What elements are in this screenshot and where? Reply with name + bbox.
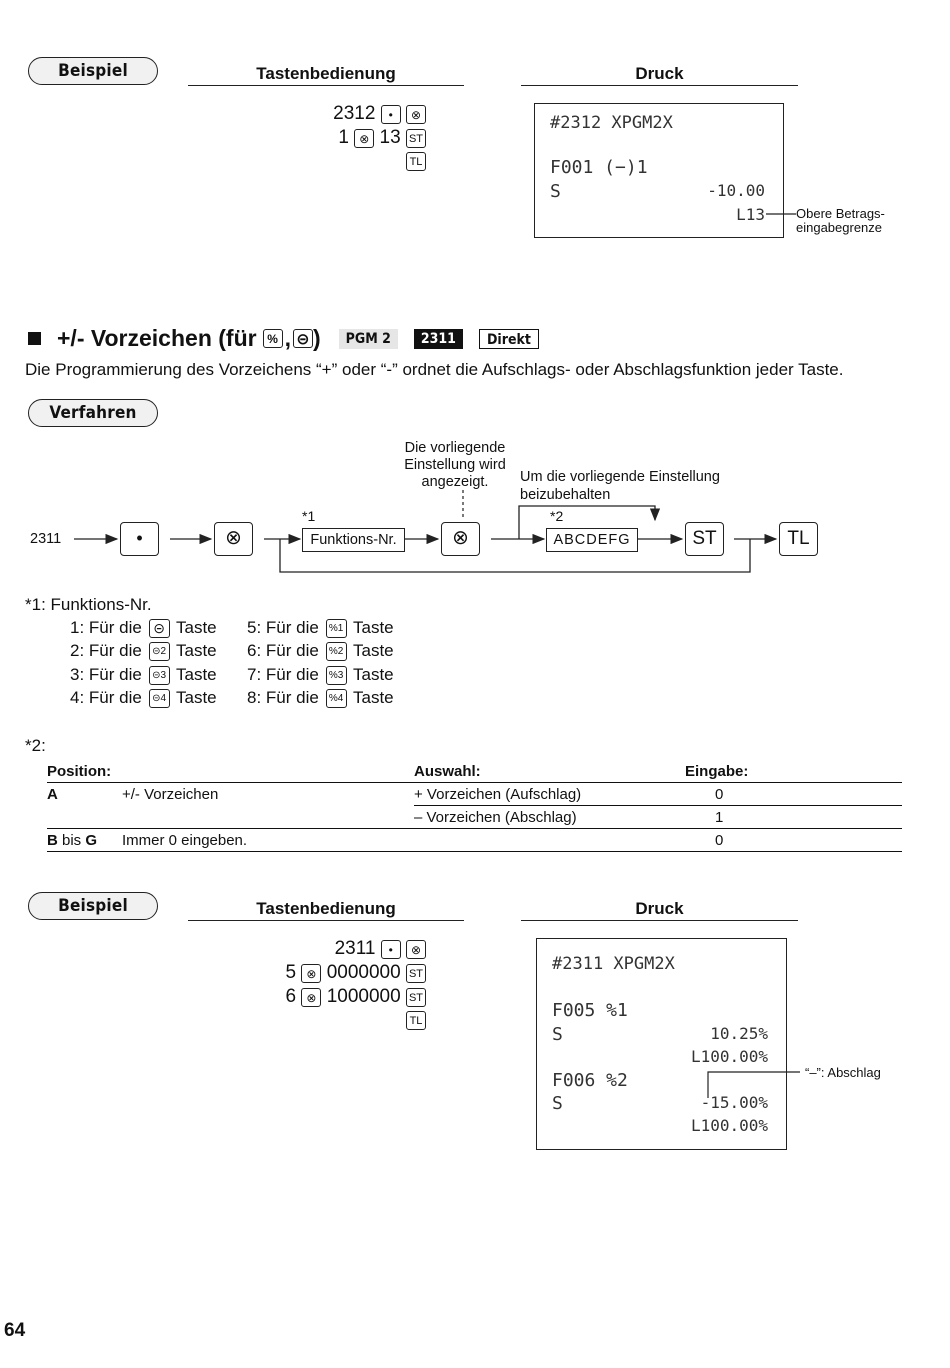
receipt-value: -10.00: [707, 181, 765, 200]
st-key: ST: [685, 522, 724, 556]
position-table: [47, 760, 902, 852]
key-sequence-line: 5 ⊗ 0000000 ST: [230, 962, 426, 984]
bullet-square-icon: [28, 332, 41, 345]
footnote1-title: *1: Funktions-Nr.: [25, 595, 152, 614]
multiply-key: ⊗: [441, 522, 480, 556]
receipt-header: #2311 XPGM2X: [552, 954, 675, 974]
receipt-sign-label: S: [552, 1093, 563, 1114]
function-item: 6: Für die %2 Taste: [247, 641, 394, 660]
section-title-close: ): [312, 325, 321, 351]
receipt-value: -15.00%: [700, 1093, 768, 1112]
percent4-key: %4: [326, 689, 347, 708]
receipt-limit: L100.00%: [690, 1047, 768, 1066]
receipt-sign-label: S: [552, 1024, 563, 1045]
abcdefg-box: ABCDEFG: [546, 528, 638, 552]
footnote-mark-1: *1: [302, 508, 316, 524]
function-item: 5: Für die %1 Taste: [247, 618, 394, 637]
tl-key: TL: [779, 522, 818, 556]
multiply-key: ⊗: [301, 964, 321, 983]
footnote2-title: *2:: [25, 736, 46, 755]
receipt-value: 10.25%: [710, 1024, 768, 1043]
col-position: Position:: [47, 763, 112, 780]
tl-key: TL: [406, 1011, 426, 1030]
print-header: Druck: [521, 64, 798, 86]
st-key: ST: [406, 129, 426, 148]
job-code-tag: 2311: [414, 329, 463, 349]
key-sequence-line: [230, 1010, 426, 1032]
example-badge: Beispiel: [28, 57, 158, 85]
dot-key: •: [381, 105, 401, 124]
function-item: 7: Für die %3 Taste: [247, 665, 394, 684]
receipt-limit: L13: [736, 205, 765, 224]
key-sequence-line: [250, 103, 426, 125]
receipt-header: #2312 XPGM2X: [550, 113, 673, 133]
minus4-key: ⊝4: [149, 689, 170, 708]
section-intro: Die Programmierung des Vorzeichens “+” oder “-” ordnet die Aufschlags- oder Abschlagsfunktion jeder Taste.: [25, 360, 844, 379]
table-header: [47, 760, 902, 783]
section-title-text: +/- Vorzeichen (für: [57, 325, 257, 351]
receipt-function: F005 %1: [552, 1000, 628, 1021]
multiply-key: ⊗: [406, 105, 426, 124]
key-operation-header: Tastenbedienung: [188, 899, 464, 921]
percent2-key: %2: [326, 642, 347, 661]
current-setting-note: Die vorliegende Einstellung wird angezeigt.: [404, 440, 506, 490]
col-entry: Eingabe:: [685, 763, 749, 780]
receipt-print: [534, 103, 784, 238]
minus-key: ⊝: [293, 329, 313, 348]
minus3-key: ⊝3: [149, 666, 170, 685]
multiply-key: ⊗: [406, 940, 426, 959]
function-item: 3: Für die ⊝3 Taste: [70, 665, 217, 684]
section-title: +/- Vorzeichen (für % , ⊝ ) PGM 2 2311 Direkt: [28, 325, 539, 352]
multiply-key: ⊗: [214, 522, 253, 556]
table-row: B bis G Immer 0 eingeben. 0: [47, 829, 902, 852]
function-item: 1: Für die ⊝ Taste: [70, 618, 217, 637]
dot-key: •: [120, 522, 159, 556]
receipt-function: F001 (−)1: [550, 157, 648, 178]
key-sequence-line: 6 ⊗ 1000000 ST: [230, 986, 426, 1008]
receipt-sign-label: S: [550, 181, 561, 202]
minus-key: ⊝: [149, 619, 170, 638]
discount-sign-note: “–”: Abschlag: [805, 1065, 881, 1080]
receipt-print: [536, 938, 787, 1150]
key-sequence-line: [250, 151, 426, 173]
annotation-leader-line: [700, 1066, 810, 1106]
number-entry: 13: [379, 127, 401, 148]
procedure-badge: Verfahren: [28, 399, 158, 427]
percent-key: %: [263, 329, 283, 348]
number-entry: 2312: [333, 103, 376, 124]
function-item: 2: Für die ⊝2 Taste: [70, 641, 217, 660]
multiply-key: ⊗: [301, 988, 321, 1007]
key-operation-header: Tastenbedienung: [188, 64, 464, 86]
st-key: ST: [406, 988, 426, 1007]
table-row: A +/- Vorzeichen + Vorzeichen (Aufschlag) 0: [47, 783, 902, 806]
page-number: 64: [4, 1320, 26, 1341]
multiply-key: ⊗: [354, 129, 374, 148]
function-item: 4: Für die ⊝4 Taste: [70, 688, 217, 707]
direct-tag: Direkt: [479, 329, 539, 349]
receipt-function: F006 %2: [552, 1070, 628, 1091]
print-header: Druck: [521, 899, 798, 921]
st-key: ST: [406, 964, 426, 983]
key-sequence-line: [250, 127, 426, 149]
keep-setting-note: Um die vorliegende Einstellung beizubehalten: [520, 469, 720, 503]
pgm-mode-tag: PGM 2: [339, 329, 398, 349]
percent3-key: %3: [326, 666, 347, 685]
percent1-key: %1: [326, 619, 347, 638]
table-row: – Vorzeichen (Abschlag) 1: [47, 806, 902, 829]
start-code: 2311: [30, 531, 62, 547]
dot-key: •: [381, 940, 401, 959]
function-item: 8: Für die %4 Taste: [247, 688, 394, 707]
number-entry: 1: [338, 127, 349, 148]
example-badge: Beispiel: [28, 892, 158, 920]
key-sequence-line: 2311 • ⊗: [230, 938, 426, 960]
function-number-box: Funktions-Nr.: [302, 528, 405, 552]
col-selection: Auswahl:: [414, 763, 481, 780]
receipt-limit: L100.00%: [690, 1116, 768, 1135]
upper-limit-note: Obere Betrags- eingabegrenze: [796, 206, 885, 235]
minus2-key: ⊝2: [149, 642, 170, 661]
tl-key: TL: [406, 152, 426, 171]
footnote-mark-2: *2: [550, 508, 564, 524]
